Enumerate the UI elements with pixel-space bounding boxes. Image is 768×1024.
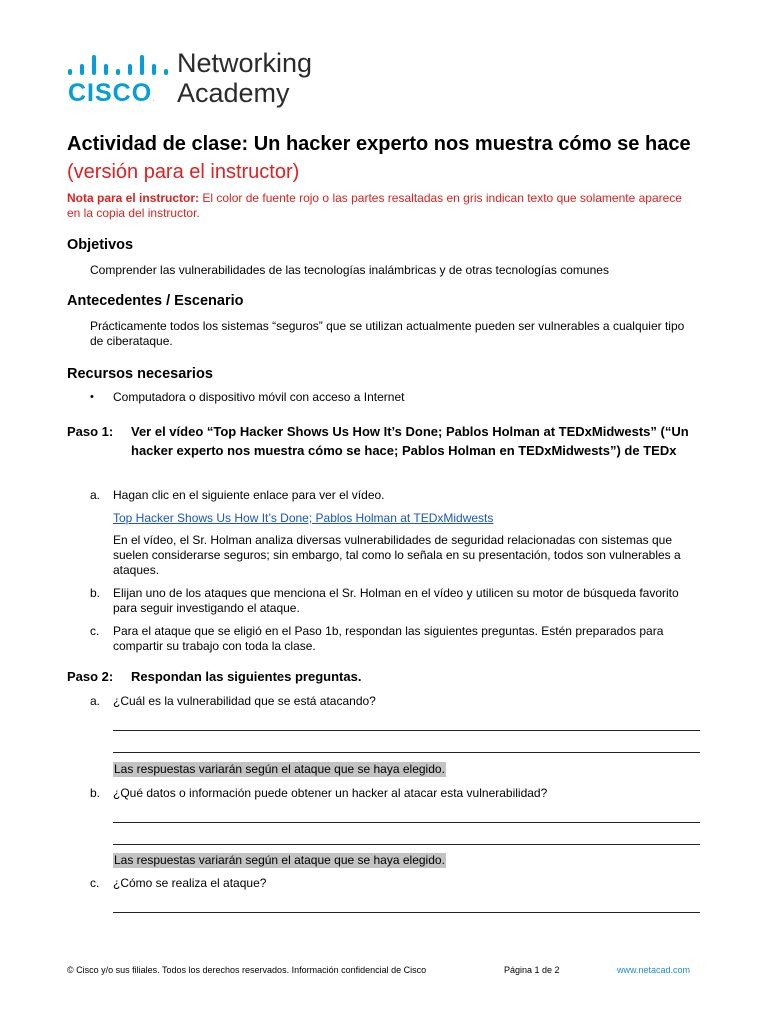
objetivos-heading: Objetivos xyxy=(67,237,134,253)
paso1-b-text: Elijan uno de los ataques que menciona el Sr. Holman en el vídeo y utilicen su motor de búsqueda favorito para seguir investigando el ataque. xyxy=(113,586,679,615)
note-label: Nota para el instructor: xyxy=(67,191,200,205)
recursos-heading: Recursos necesarios xyxy=(67,366,213,382)
bullet-icon: • xyxy=(90,391,94,403)
paso1-title: Ver el vídeo “Top Hacker Shows Us How It’s Done; Pablos Holman at TEDxMidwests” (“Un hacker experto nos muestra cómo se hace; Pablos Holman en TEDxMidwests”) de TEDx xyxy=(131,424,689,458)
paso2-a-question: ¿Cuál es la vulnerabilidad que se está atacando? xyxy=(113,694,376,708)
paso1-b-label: b. xyxy=(90,586,101,600)
instructor-note xyxy=(67,191,697,221)
page-subtitle: (versión para el instructor) xyxy=(67,161,300,183)
paso1-a-paragraph: En el vídeo, el Sr. Holman analiza diversas vulnerabilidades de seguridad relacionadas con sistemas que suelen considerarse seguros; sin embargo, tal como lo señala en su presentación, todos son vulnerables a ataques. xyxy=(113,533,681,577)
answer-line[interactable] xyxy=(113,844,700,845)
paso2-number: Paso 2: xyxy=(67,669,114,684)
paso1-a-text: Hagan clic en el siguiente enlace para ver el vídeo. xyxy=(113,488,385,502)
paso2-a-answer: Las respuestas variarán según el ataque que se haya elegido. xyxy=(114,762,445,776)
paso1-a-label: a. xyxy=(90,488,101,502)
antecedentes-heading: Antecedentes / Escenario xyxy=(67,293,244,309)
answer-line[interactable] xyxy=(113,730,700,731)
paso1-c-label: c. xyxy=(90,624,100,638)
paso2-c-label: c. xyxy=(90,876,100,890)
objetivos-text: Comprender las vulnerabilidades de las tecnologías inalámbricas y de otras tecnologías comunes xyxy=(90,263,609,277)
video-link[interactable]: Top Hacker Shows Us How It’s Done; Pablos Holman at TEDxMidwests xyxy=(113,511,494,525)
paso1-c-text: Para el ataque que se eligió en el Paso 1b, respondan las siguientes preguntas. Estén preparados para compartir su trabajo con toda la clase. xyxy=(113,624,664,653)
cisco-logo xyxy=(68,80,154,113)
note-text: El color de fuente rojo o las partes resaltadas en gris indican texto que solamente aparece en la copia del instructor. xyxy=(67,191,682,220)
paso2-a-label: a. xyxy=(90,694,101,708)
paso2-b-answer: Las respuestas variarán según el ataque que se haya elegido. xyxy=(114,853,445,867)
logo-line2: Academy xyxy=(177,78,290,108)
networking-academy-logo xyxy=(177,48,312,108)
answer-line[interactable] xyxy=(113,822,700,823)
paso2-c-question: ¿Cómo se realiza el ataque? xyxy=(113,876,267,890)
footer-page-number: Página 1 de 2 xyxy=(504,965,560,975)
recursos-item: Computadora o dispositivo móvil con acceso a Internet xyxy=(113,390,405,404)
answer-line[interactable] xyxy=(113,912,700,913)
footer-url[interactable]: www.netacad.com xyxy=(617,965,691,975)
footer-copyright: © Cisco y/o sus filiales. Todos los derechos reservados. Información confidencial de Cisco xyxy=(67,965,427,975)
cisco-bars-icon xyxy=(68,55,166,75)
page-title: Actividad de clase: Un hacker experto nos muestra cómo se hace xyxy=(67,133,691,155)
paso2-title: Respondan las siguientes preguntas. xyxy=(131,669,362,684)
paso1-number: Paso 1: xyxy=(67,424,114,439)
cisco-trademark: . xyxy=(152,96,155,103)
logo-line1: Networking xyxy=(177,48,313,78)
antecedentes-text: Prácticamente todos los sistemas “seguros” que se utilizan actualmente pueden ser vulnerables a cualquier tipo de ciberataque. xyxy=(90,319,685,348)
cisco-wordmark: CISCO xyxy=(68,79,153,107)
answer-line[interactable] xyxy=(113,752,700,753)
paso2-b-question: ¿Qué datos o información puede obtener un hacker al atacar esta vulnerabilidad? xyxy=(113,786,548,800)
paso2-b-label: b. xyxy=(90,786,101,800)
